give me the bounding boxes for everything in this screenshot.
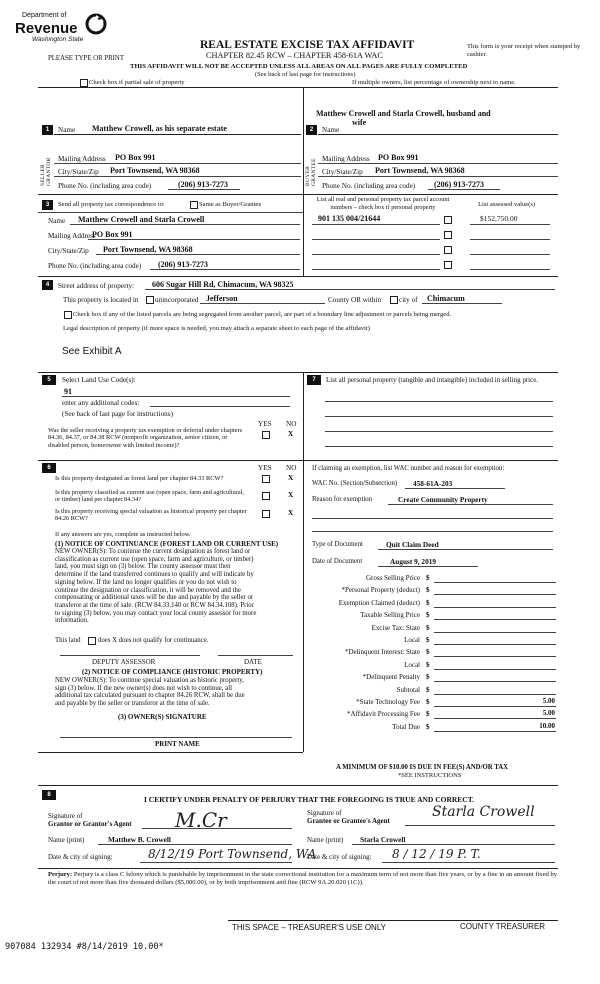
logo-state: Washington State (32, 36, 84, 43)
section-6-number: 6 (42, 463, 56, 473)
county-treasurer-label: COUNTY TREASURER (460, 922, 546, 931)
seller-side-label: SELLER GRANTOR (40, 157, 52, 186)
notice1-title: (1) NOTICE OF CONTINUANCE (FOREST LAND OR CURRENT USE) (55, 540, 279, 548)
form-subtitle: CHAPTER 82.45 RCW – CHAPTER 458-61A WAC (206, 51, 383, 60)
calc-dollar: $ (426, 636, 430, 644)
s6-q3-no-mark[interactable]: X (288, 509, 294, 517)
form-title: REAL ESTATE EXCISE TAX AFFIDAVIT (200, 39, 415, 51)
personal-property-label: List all personal property (tangible and intangible) included in selling price. (326, 376, 539, 384)
parcel-assessed-value[interactable]: $152,750.00 (480, 214, 518, 223)
tax-city-label: City/State/Zip (48, 247, 89, 255)
street-label: Street address of property: (58, 282, 135, 290)
s6-q1-no-mark[interactable]: X (288, 474, 294, 482)
tax-mail-label: Mailing Address (48, 232, 96, 240)
calc-label: Exemption Claimed (deduct) (338, 598, 420, 607)
doc-date-label: Date of Document (312, 558, 363, 565)
perjury-text: Perjury is a class C felony which is punishable by imprisonment in the state correctional institution for a maximum term of not more than five years, or by a fine in an amount fixed by the court of not more than five thousand dollars ($5,000.00), or by both imprisonment and fine (RCW 9A.20.020 (1C)). (48, 871, 558, 886)
county-value[interactable]: Jefferson (206, 294, 238, 303)
grantor-sig-label-a: Signature of (48, 812, 83, 820)
land-use-see-back: (See back of last page for instructions) (62, 410, 173, 418)
calc-dollar: $ (426, 611, 430, 620)
calc-label: Subtotal (396, 685, 420, 694)
calc-dollar: $ (426, 722, 430, 731)
same-as-buyer-checkbox[interactable] (190, 201, 198, 209)
notice1-line: to signing (3) below, you may contact your local county assessor for more (55, 609, 257, 617)
wac-number[interactable]: 458-61A-203 (413, 479, 453, 488)
wac-label: WAC No. (Section/Subsection) (312, 480, 398, 487)
treasurer-use-label: THIS SPACE – TREASURER'S USE ONLY (232, 923, 387, 932)
receipt-note: This form is your receipt when stamped by cashier. (467, 43, 581, 58)
doc-type-label: Type of Document (312, 541, 363, 548)
calc-dollar: $ (426, 623, 430, 632)
calc-amount[interactable]: 10.00 (539, 721, 555, 730)
logo-name: Revenue (15, 20, 78, 37)
partial-sale-checkbox[interactable] (80, 79, 88, 87)
notice2-line: additional tax calculated pursuant to chapter 84.26 RCW, shall be due (55, 692, 245, 700)
grantor-date-label: Date & city of signing: (48, 853, 113, 861)
calc-label: *Delinquent Interest: State (344, 648, 420, 657)
s6-q1: Is this property designated as forest land per chapter 84.33 RCW? (55, 475, 224, 482)
unincorporated-label: unincorporated (155, 296, 199, 304)
calc-dollar: $ (426, 648, 430, 657)
notice2-line: sign (3) below. If the new owner(s) does not wish to continue, all (55, 684, 232, 692)
notice1-line: signing below. If the land no longer qualifies or you do not wish to (55, 578, 237, 586)
perjury-notice (48, 871, 558, 887)
notice1-line: information. (55, 617, 89, 625)
buyer-name-line2[interactable]: wife (352, 118, 367, 127)
seller-name[interactable]: Matthew Crowell, as his separate estate (92, 124, 227, 133)
same-as-buyer-label: Same as Buyer/Grantee (199, 201, 262, 208)
seller-phone-label: Phone No. (including area code) (58, 182, 152, 190)
tax-phone-label: Phone No. (including area code) (48, 262, 142, 270)
buyer-phone-label: Phone No. (including area code) (322, 182, 416, 190)
segregated-label: Check box if any of the listed parcels are being segregated from another parcel, are part of a boundary line adjustment or parcels being merged. (73, 311, 452, 318)
section-1-number: 1 (42, 125, 53, 135)
calc-label: Local (404, 636, 420, 644)
calc-label: Total Due (392, 722, 420, 731)
buyer-city[interactable]: Port Townsend, WA 98368 (375, 166, 465, 175)
legal-description[interactable]: See Exhibit A (62, 346, 122, 357)
grantor-signature[interactable]: M.Cr (175, 808, 227, 832)
grantor-printed-name[interactable]: Matthew B. Crowell (108, 835, 171, 844)
land-use-label: Select Land Use Code(s): (62, 376, 136, 384)
seller-phone[interactable]: (206) 913-7273 (178, 180, 228, 189)
s6-q2-yes-checkbox[interactable] (262, 492, 270, 500)
s6-q3-yes-checkbox[interactable] (262, 510, 270, 518)
see-back-text: (See back of last page for instructions) (255, 71, 356, 78)
see-instructions-note: *SEE INSTRUCTIONS (398, 772, 462, 779)
grantee-date-label: Date & city of signing: (307, 853, 372, 861)
additional-codes-label: enter any additional codes: (62, 399, 140, 407)
grantee-date-city[interactable]: 8 / 12 / 19 P. T. (392, 847, 481, 861)
s5-no-mark[interactable]: X (288, 430, 294, 438)
land-does-label: does X does not qualify for continuance. (98, 637, 209, 644)
assessed-header: List assessed value(s) (478, 201, 536, 208)
calc-amount[interactable]: 5.00 (542, 697, 555, 705)
calc-dollar: $ (426, 673, 430, 682)
section-7-number: 7 (307, 375, 321, 385)
tax-corr-label: Send all property tax correspondence to: (58, 201, 165, 208)
s6-yes-header: YES (258, 464, 272, 472)
warning-text: THIS AFFIDAVIT WILL NOT BE ACCEPTED UNLESS ALL AREAS ON ALL PAGES ARE FULLY COMPLETED (130, 63, 468, 70)
deputy-assessor-label: DEPUTY ASSESSOR (92, 658, 156, 666)
exemption-question: Was the seller receiving a property tax exemption or deferral under chapters 84.36, 84.37, or 84.38 RCW (nonprofit organization, senior citizen, or disabled person, homeowner with limited income)? (48, 427, 243, 449)
calc-label: *Delinquent Penalty (362, 673, 420, 682)
calc-dollar: $ (426, 574, 430, 582)
seller-mail[interactable]: PO Box 991 (115, 153, 156, 162)
calc-dollar: $ (426, 698, 430, 706)
section-5-number: 5 (42, 375, 56, 385)
doc-type[interactable]: Quit Claim Deed (386, 540, 439, 549)
parcels-header: List all real and personal property tax parcel account numbers – check box if personal property (316, 196, 450, 211)
land-does-checkbox[interactable] (88, 637, 96, 645)
calc-dollar: $ (426, 710, 430, 719)
swoosh-icon (85, 13, 107, 35)
parcel-personal-checkbox-3[interactable] (444, 246, 452, 254)
parcel-personal-checkbox-4[interactable] (444, 261, 452, 269)
city-checkbox[interactable] (390, 296, 398, 304)
buyer-name-line1[interactable]: Matthew Crowell and Starla Crowell, husband and (316, 109, 491, 118)
s6-q2-no-mark[interactable]: X (288, 491, 294, 499)
deputy-date-label: DATE (244, 658, 262, 666)
parcel-personal-checkbox-2[interactable] (444, 231, 452, 239)
calc-dollar: $ (426, 598, 430, 607)
certify-statement: I CERTIFY UNDER PENALTY OF PERJURY THAT THE FOREGOING IS TRUE AND CORRECT. (144, 795, 475, 804)
unincorporated-checkbox[interactable] (146, 296, 154, 304)
cashier-stamp: 907084 132934 #8/14/2019 10.00* (5, 942, 164, 952)
s6-q3: Is this property receiving special valuation as historical property per chapter 84.26 RCW? (55, 508, 247, 523)
buyer-phone[interactable]: (206) 913-7273 (434, 180, 484, 189)
segregated-checkbox[interactable] (64, 311, 72, 319)
buyer-side-label: BUYER GRANTEE (305, 158, 317, 186)
notice1-line: continue the designation or classification, it will be removed and the (55, 586, 241, 594)
s5-yes-header: YES (258, 420, 272, 428)
print-name-label: PRINT NAME (155, 740, 200, 748)
calc-label: Excise Tax: State (371, 623, 420, 632)
s5-no-header: NO (286, 420, 297, 428)
notice2-title: (2) NOTICE OF COMPLIANCE (HISTORIC PROPERTY) (82, 668, 263, 676)
s6-no-header: NO (286, 464, 297, 472)
tax-mail[interactable]: PO Box 991 (92, 230, 133, 239)
grantor-date-city[interactable]: 8/12/19 Port Townsend, WA (148, 847, 317, 861)
seller-mail-label: Mailing Address (58, 155, 106, 163)
parcel-personal-checkbox-1[interactable] (444, 216, 452, 224)
seller-name-label: Name (58, 126, 76, 134)
reason-label: Reason for exemption (312, 496, 373, 503)
city-label: city of (399, 296, 418, 304)
section-8-number: 8 (42, 790, 56, 800)
grantee-name-label: Name (print) (307, 836, 344, 844)
calc-dollar: $ (426, 685, 430, 694)
buyer-name-label: Name (322, 126, 340, 134)
land-qualify-label: This land (55, 637, 81, 644)
tax-phone[interactable]: (206) 913-7273 (158, 260, 208, 269)
located-label: This property is located in (63, 296, 139, 304)
grantor-name-label: Name (print) (48, 836, 85, 844)
exemption-reason[interactable]: Create Community Property (398, 495, 488, 504)
notice2-line: NEW OWNER(S): To continue special valuation as historic property, (55, 677, 244, 684)
buyer-city-label: City/State/Zip (322, 168, 363, 176)
calc-dollar: $ (426, 660, 430, 669)
grantee-sig-label-a: Signature of (307, 809, 342, 817)
calc-label: Taxable Selling Price (360, 611, 420, 620)
notice1-line: land, you must sign on (3) below. The county assessor must then (55, 563, 231, 571)
seller-city-label: City/State/Zip (58, 168, 99, 176)
tax-name[interactable]: Matthew Crowell and Starla Crowell (78, 215, 205, 224)
owner-signature-label: (3) OWNER(S) SIGNATURE (118, 713, 207, 721)
notice1-line: classification as current use (open space, farm and agriculture, or timber) (55, 555, 254, 563)
notice1-body (55, 548, 256, 625)
grantee-signature[interactable]: Starla Crowell (432, 804, 535, 820)
notice1-line: determine if the land transferred continues to qualify and will indicate by (55, 571, 254, 579)
notice1-line: transferor at the time of sale. (RCW 84.33.140 or RCW 84.34.108). Prior (55, 601, 254, 609)
section-3-number: 3 (42, 200, 53, 210)
calc-amount[interactable]: 5.00 (542, 709, 555, 718)
notice1-line: compensating or additional taxes will be due and payable by the seller or (55, 594, 254, 602)
calc-label: Gross Selling Price (365, 574, 420, 582)
section-4-number: 4 (42, 280, 53, 290)
section-2-number: 2 (306, 125, 317, 135)
notice2-line: and payable by the seller or transferor at the time of sale. (55, 700, 210, 708)
legal-label: Legal description of property (if more space is needed, you may attach a separate sheet to each page of the affidavit) (63, 325, 370, 332)
calc-label: Local (404, 660, 420, 669)
buyer-mail-label: Mailing Address (322, 155, 370, 163)
s6-q1-yes-checkbox[interactable] (262, 475, 270, 483)
buyer-mail[interactable]: PO Box 991 (378, 153, 419, 162)
tax-name-label: Name (48, 217, 66, 225)
logo-dept: Department of (22, 12, 67, 19)
claim-exemption-label: If claiming an exemption, list WAC number and reason for exemption: (312, 465, 505, 472)
calc-dollar: $ (426, 586, 430, 595)
grantee-printed-name[interactable]: Starla Crowell (360, 835, 406, 844)
city-value[interactable]: Chimacum (427, 294, 465, 303)
grantee-sig-label-b: Grantee or Grantee's Agent (307, 817, 390, 825)
parcel-number[interactable]: 901 135 004/21644 (318, 214, 381, 223)
calc-label: *State Technology Fee (356, 698, 420, 706)
doc-date[interactable]: August 9, 2019 (390, 557, 437, 566)
please-type: PLEASE TYPE OR PRINT (48, 55, 124, 62)
s5-yes-checkbox[interactable] (262, 431, 270, 439)
notice2-body (55, 677, 245, 708)
tax-city[interactable]: Port Townsend, WA 98368 (103, 245, 193, 254)
calc-label: *Personal Property (deduct) (341, 586, 420, 595)
partial-sale-label: Check box if partial sale of property (89, 79, 185, 86)
if-yes-text: If any answers are yes, complete as instructed below. (55, 531, 191, 538)
minimum-due-note: A MINIMUM OF $10.00 IS DUE IN FEE(S) AND/OR TAX (336, 764, 509, 771)
street-address[interactable]: 606 Sugar Hill Rd, Chimacum, WA 98325 (152, 280, 294, 289)
perjury-label: Perjury: (48, 871, 73, 878)
county-label: County OR within (328, 296, 382, 304)
calc-label: *Affidavit Processing Fee (347, 710, 420, 719)
seller-city[interactable]: Port Townsend, WA 98368 (110, 166, 200, 175)
s6-q2: Is this property classified as current use (open space, farm and agricultural, or timber) land per chapter 84.34? (55, 489, 245, 504)
grantor-sig-label-b: Grantor or Grantor's Agent (48, 820, 132, 828)
notice1-line: NEW OWNER(S): To continue the current designation as forest land or (55, 548, 251, 555)
multiple-owners-note: If multiple owners, list percentage of ownership next to name. (352, 79, 516, 86)
land-use-code[interactable]: 91 (64, 387, 72, 396)
